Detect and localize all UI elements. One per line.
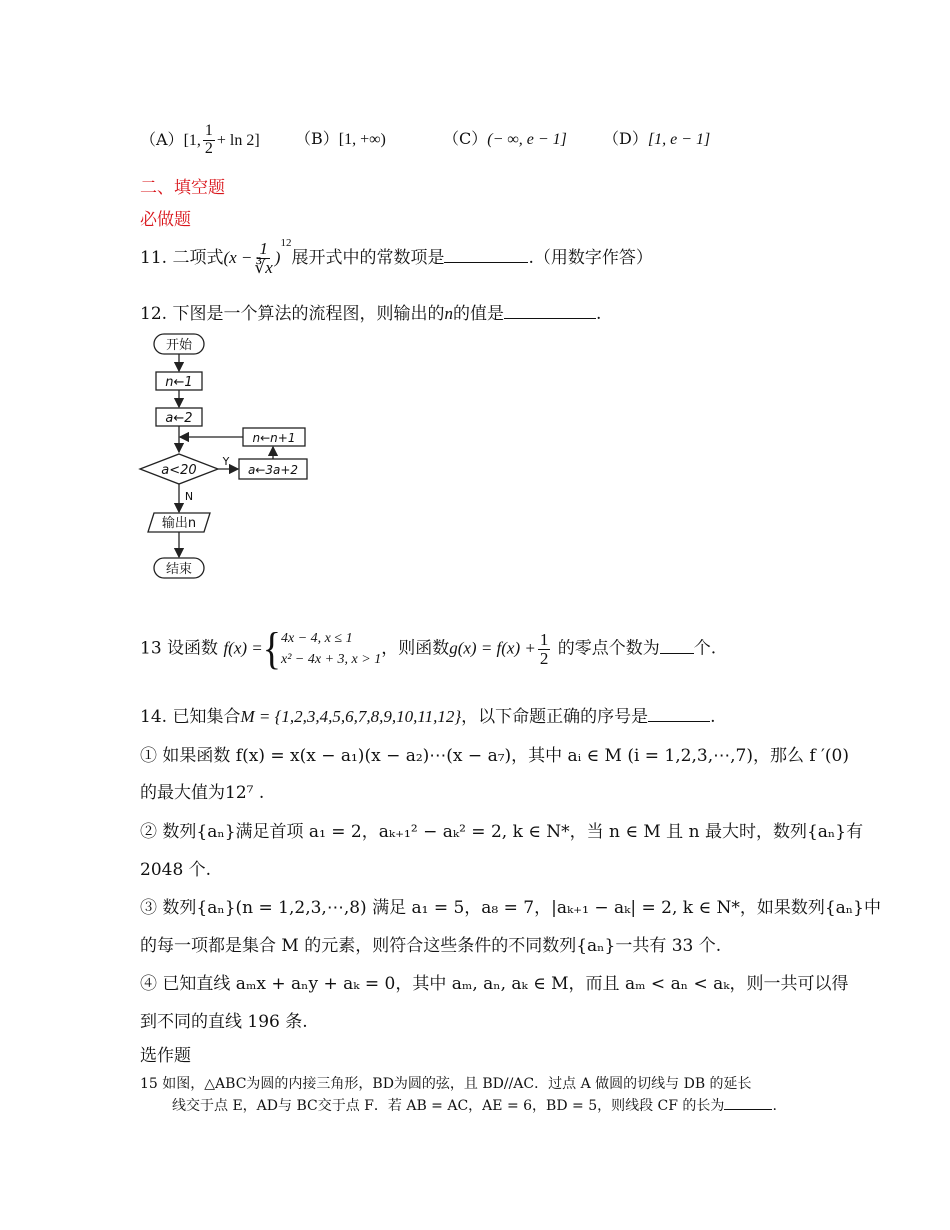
optional-title: 选作题: [140, 1046, 191, 1066]
answer-blank[interactable]: [660, 653, 694, 654]
question-11: 11. 二项式(x − $\frac{1}{∛x}$ )$^{12}$展开式中的常数项是 .（用数字作答）: [140, 237, 653, 277]
question-13: 13 设函数 f(x) ={ 4x − 4, x ≤ 1 x² − 4x + 3, x > 1 ，则函数g(x) = f(x) + $\frac{1}{2}$ 的零点个数为 个.: [140, 623, 717, 675]
brace-icon: {: [262, 623, 282, 675]
answer-blank[interactable]: [724, 1109, 772, 1110]
answer-blank[interactable]: [504, 318, 596, 319]
output-label: 输出n: [161, 516, 197, 531]
update-n-label: n←n+1: [252, 431, 296, 445]
statement-3-line-1: ③ 数列{aₙ}(n = 1,2,3,⋯,8) 满足 a₁ = 5，a₈ = 7，|aₖ₊₁ − aₖ| = 2, k ∈ N*，如果数列{aₙ}中: [140, 898, 881, 918]
section-title: 二、填空题: [140, 178, 225, 198]
question-15-line-2: 线交于点 E，AD与 BC交于点 F．若 AB = AC，AE = 6，BD = 5，则线段 CF 的长为 .: [172, 1098, 777, 1114]
question-12: 12. 下图是一个算法的流程图，则输出的n的值是 .: [140, 304, 602, 324]
init-a-label: a←2: [165, 411, 193, 426]
update-a-label: a←3a+2: [247, 463, 299, 477]
statement-1-line-2: 的最大值为12⁷ .: [140, 783, 265, 803]
yes-label: Y: [222, 455, 230, 468]
question-14: 14. 已知集合M = {1,2,3,4,5,6,7,8,9,10,11,12}，以下命题正确的序号是 .: [140, 707, 716, 727]
section-subtitle: 必做题: [140, 210, 191, 230]
end-label: 结束: [165, 562, 193, 577]
piecewise-cases: 4x − 4, x ≤ 1 x² − 4x + 3, x > 1: [281, 631, 382, 667]
no-label: N: [184, 490, 194, 503]
init-n-label: n←1: [165, 375, 193, 390]
question-15-line-1: 15 如图，△ABC为圆的内接三角形，BD为圆的弦，且 BD//AC．过点 A 做圆的切线与 DB 的延长: [140, 1076, 752, 1092]
option-a: （A）[1, $\frac{1}{2}$ + ln 2]: [140, 122, 260, 157]
condition-label: a<20: [161, 463, 197, 478]
option-c: （C）(− ∞, e − 1]: [443, 129, 567, 148]
option-b: （B）[1, +∞): [295, 129, 386, 148]
q13-fraction: $\frac{1}{2}$: [539, 629, 549, 668]
start-label: 开始: [165, 338, 193, 353]
statement-2-line-1: ② 数列{aₙ}满足首项 a₁ = 2，aₖ₊₁² − aₖ² = 2, k ∈ N*，当 n ∈ M 且 n 最大时，数列{aₙ}有: [140, 822, 864, 842]
answer-blank[interactable]: [648, 721, 710, 722]
statement-1-line-1: ① 如果函数 f(x) = x(x − a₁)(x − a₂)⋯(x − a₇)，其中 aᵢ ∈ M (i = 1,2,3,⋯,7)，那么 f ′(0): [140, 746, 849, 766]
answer-blank[interactable]: [444, 262, 528, 263]
flowchart: [138, 328, 318, 586]
statement-4-line-1: ④ 已知直线 aₘx + aₙy + aₖ = 0，其中 aₘ, aₙ, aₖ ∈ M，而且 aₘ < aₙ < aₖ，则一共可以得: [140, 974, 849, 994]
option-a-fraction: $\frac{1}{2}$: [204, 122, 213, 157]
statement-3-line-2: 的每一项都是集合 M 的元素，则符合这些条件的不同数列{aₙ}一共有 33 个.: [140, 936, 722, 956]
q11-fraction: $\frac{1}{∛x}$: [254, 239, 273, 277]
statement-2-line-2: 2048 个.: [140, 860, 212, 880]
statement-4-line-2: 到不同的直线 196 条.: [140, 1012, 308, 1032]
option-d: （D）[1, e − 1]: [603, 129, 711, 148]
